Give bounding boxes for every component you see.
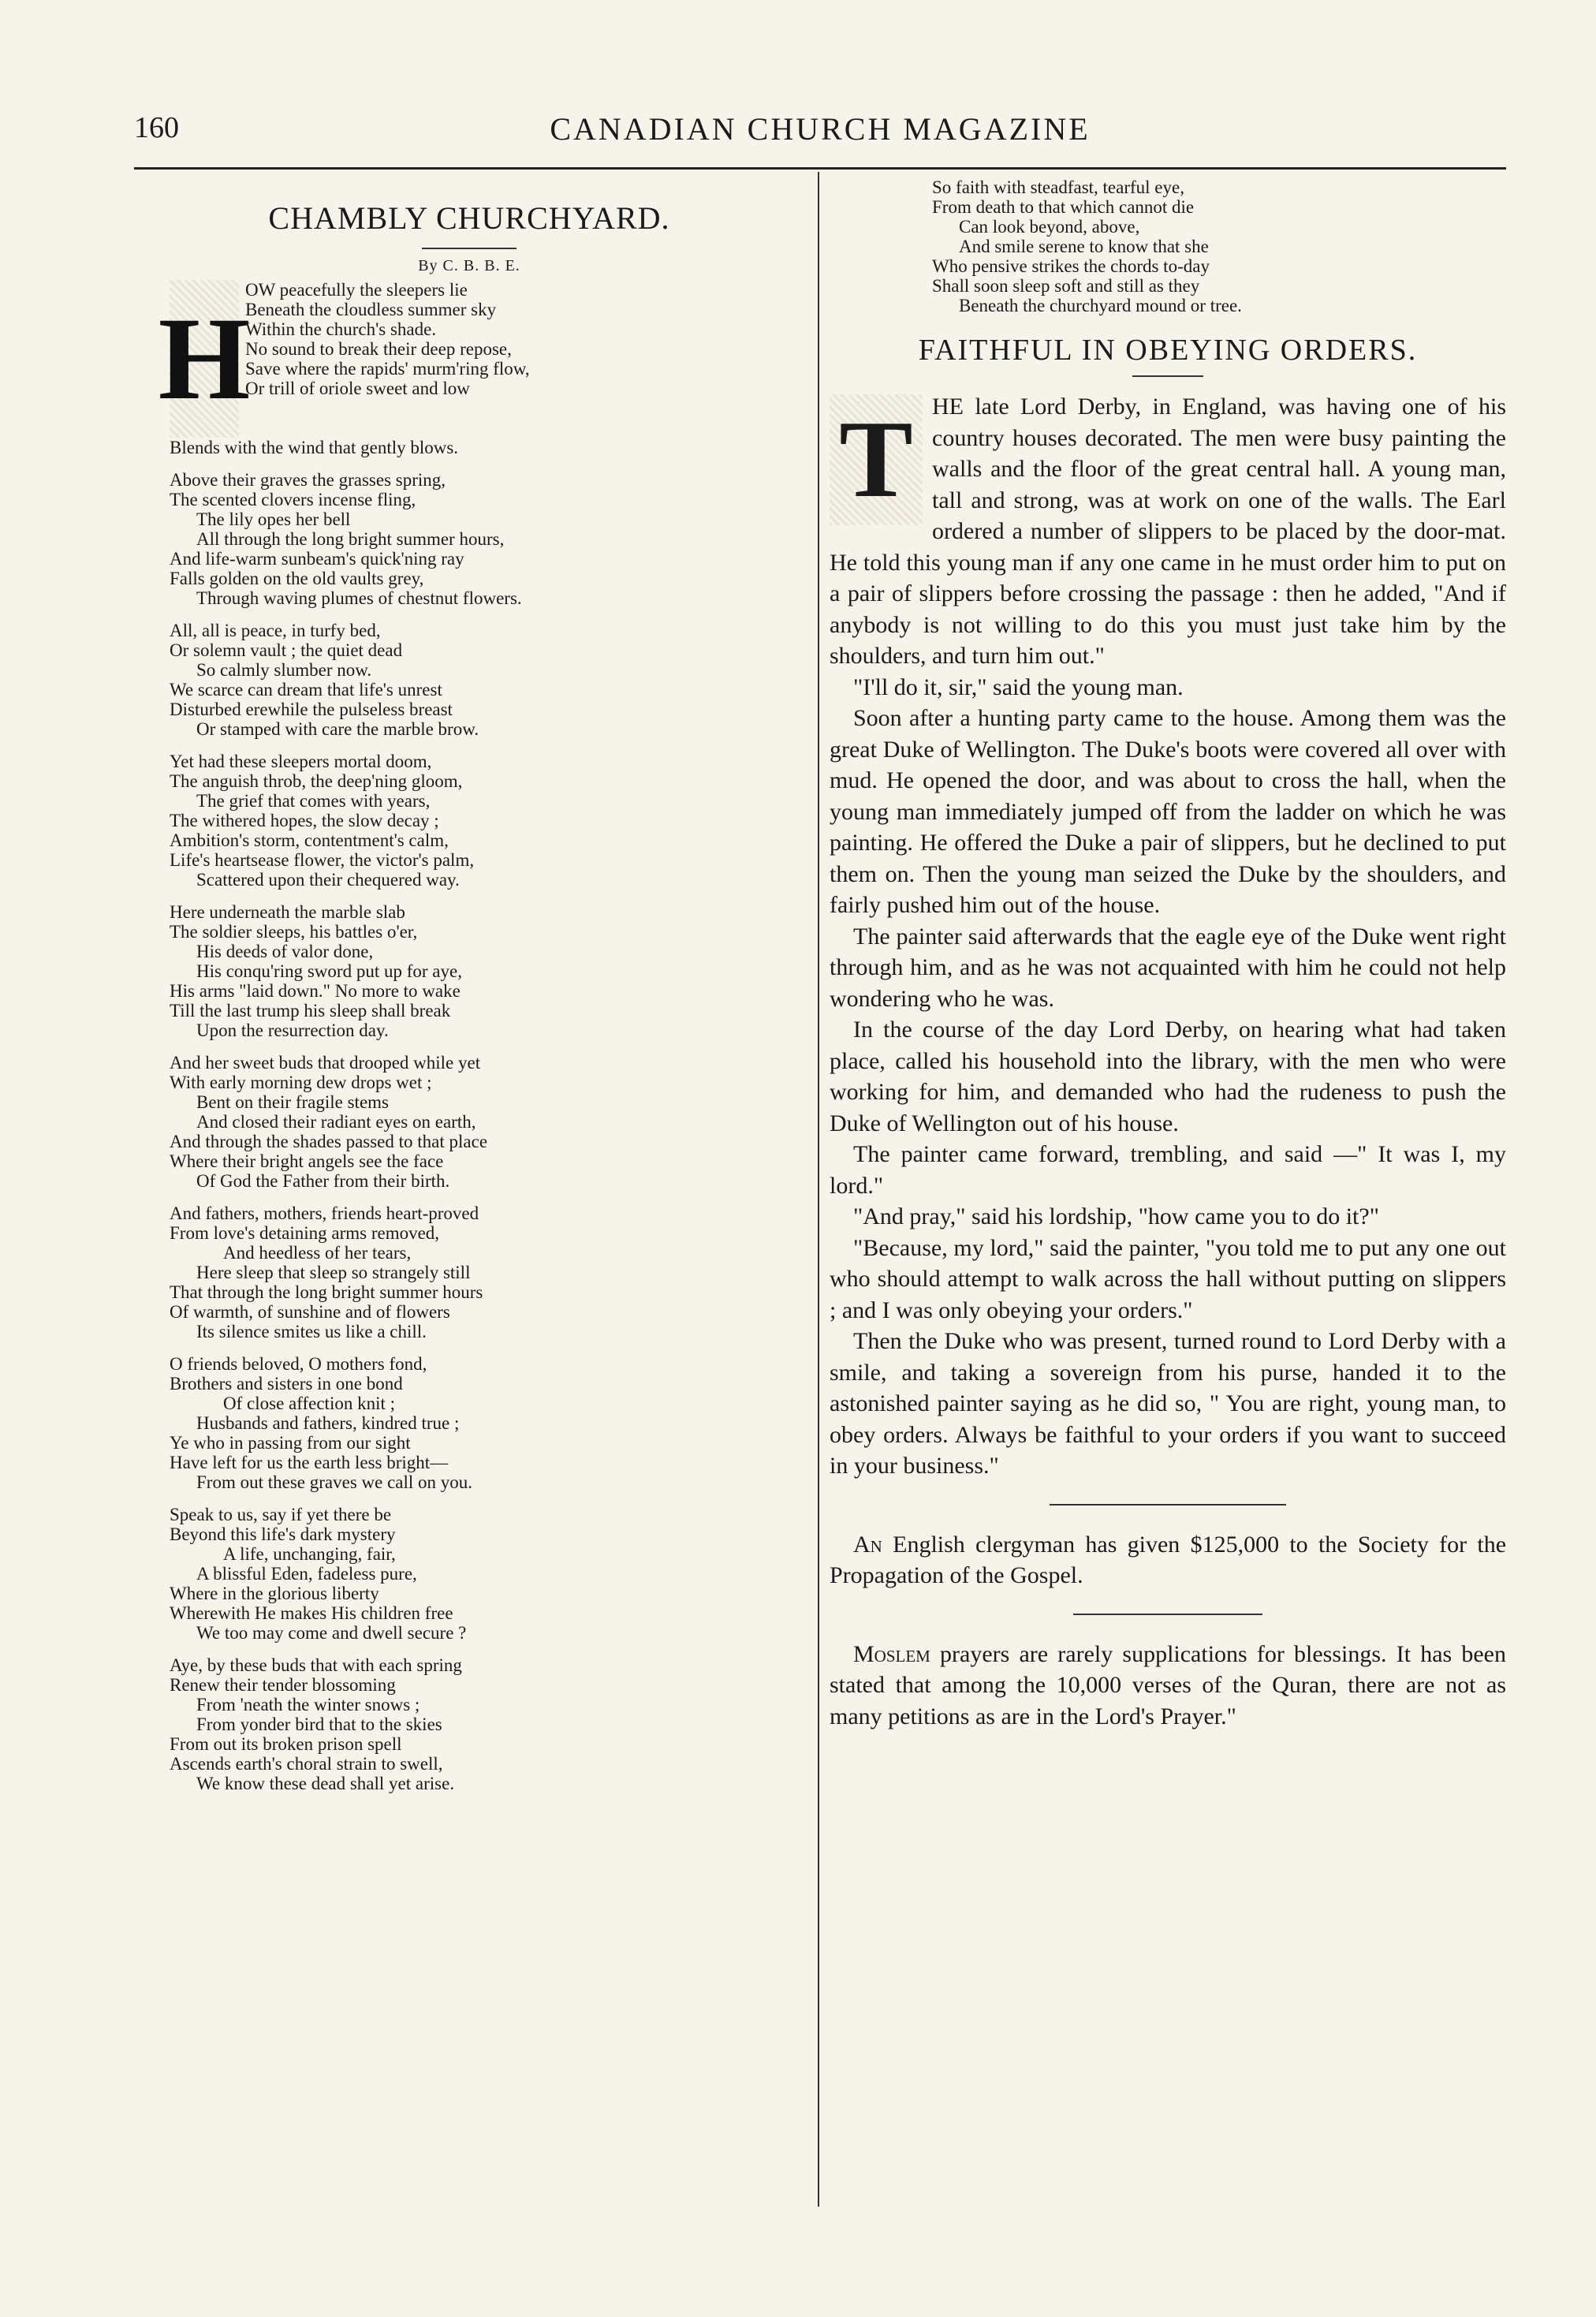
poem-line: His conqu'ring sword put up for aye, — [196, 961, 462, 981]
poem-line: Within the church's shade. — [245, 319, 437, 339]
poem-line: Till the last trump his sleep shall break — [170, 1001, 451, 1020]
poem-line: Renew their tender blossoming — [170, 1675, 396, 1695]
note-moslem — [830, 1639, 1506, 1733]
poem-line: Here sleep that sleep so strangely still — [196, 1263, 471, 1282]
poem-line: Have left for us the earth less bright— — [170, 1453, 449, 1472]
poem-line: Its silence smites us like a chill. — [196, 1322, 427, 1341]
poem-line: Beneath the cloudless summer sky — [245, 300, 497, 319]
right-column — [830, 177, 1506, 1732]
article-paragraph: The painter said afterwards that the eagle eye of the Duke went right through him, and as he was not acquainted with him he could not help wondering who he was. — [830, 923, 1506, 1012]
poem-stanza-4 — [170, 752, 769, 890]
note-text: English clergyman has given $125,000 to the Society for the Propagation of the Gospel. — [830, 1531, 1507, 1588]
left-column — [158, 177, 769, 1806]
article-paragraph: "I'll do it, sir," said the young man. — [853, 673, 1184, 700]
article-paragraph: HE late Lord Derby, in England, was having one of his country houses decorated. The men were busy painting the walls and the floor of the great central hall. A young man, tall and strong, was at work on one of the walls. The Earl ordered a number of slippers to be placed by the door-mat. He told this young man if any one came in he must order him to put on a pair of slippers before crossing the passage : then he added, "And if anybody is not willing to do this you must just take him by the shoulders, and turn him out." — [830, 394, 1506, 669]
poem-line: Ambition's storm, contentment's calm, — [170, 830, 449, 850]
note-lead: An — [853, 1531, 882, 1558]
poem-line: And closed their radiant eyes on earth, — [196, 1112, 476, 1132]
article-paragraph: "And pray," said his lordship, "how came you to do it?" — [853, 1203, 1379, 1229]
poem-line: Above their graves the grasses spring, — [170, 470, 446, 490]
poem-line: We know these dead shall yet arise. — [196, 1774, 455, 1793]
poem-line: And fathers, mothers, friends heart-proved — [170, 1203, 479, 1223]
poem-byline: By C. B. B. E. — [418, 257, 520, 274]
section-rule — [1050, 1504, 1286, 1505]
poem-stanza-6 — [170, 1053, 769, 1191]
poem-line: All through the long bright summer hours, — [196, 529, 505, 549]
poem-line: Blends with the wind that gently blows. — [170, 438, 459, 457]
poem-line: His deeds of valor done, — [196, 942, 374, 961]
poem-line: The grief that comes with years, — [196, 791, 431, 811]
poem-line: No sound to break their deep repose, — [245, 339, 512, 359]
poem-stanza-1 — [158, 280, 769, 457]
poem-line: The anguish throb, the deep'ning gloom, — [170, 771, 463, 791]
poem-line: Husbands and fathers, kindred true ; — [196, 1413, 460, 1433]
article-paragraph: "Because, my lord," said the painter, "you told me to put any one out who should attempt to walk across the hall without putting on slippers ; and I was only obeying your orders." — [830, 1234, 1506, 1323]
article-paragraph: Then the Duke who was present, turned round to Lord Derby with a smile, and taking a sovereign from his purse, handed it to the astonished painter saying as he did so, " You are right, young man, to obey orders. Always be faithful to your orders if you want to succeed in your business." — [830, 1328, 1506, 1479]
poem-line: Or solemn vault ; the quiet dead — [170, 640, 403, 660]
poem-line: Falls golden on the old vaults grey, — [170, 569, 424, 588]
note-clergyman — [830, 1529, 1506, 1591]
poem-line: With early morning dew drops wet ; — [170, 1073, 432, 1092]
poem-line: Beyond this life's dark mystery — [170, 1524, 396, 1544]
poem-line: So calmly slumber now. — [196, 660, 372, 680]
poem-line: Through waving plumes of chestnut flowers. — [196, 588, 522, 608]
poem-line: Where in the glorious liberty — [170, 1584, 379, 1603]
poem-line: And her sweet buds that drooped while yet — [170, 1053, 481, 1073]
poem-line: Beneath the churchyard mound or tree. — [959, 296, 1242, 315]
poem-line: So faith with steadfast, tearful eye, — [932, 177, 1184, 197]
poem-line: Or trill of oriole sweet and low — [245, 379, 470, 398]
article-body — [830, 391, 1506, 1482]
poem-line: The withered hopes, the slow decay ; — [170, 811, 439, 830]
poem-line: Wherewith He makes His children free — [170, 1603, 453, 1623]
poem-line: Can look beyond, above, — [959, 217, 1140, 237]
poem-line: From out these graves we call on you. — [196, 1472, 473, 1492]
section-rule — [1073, 1614, 1262, 1615]
poem-line: Upon the resurrection day. — [196, 1020, 389, 1040]
poem-dropcap: H — [170, 280, 239, 438]
article-title-rule — [1132, 375, 1203, 377]
poem-line: Ascends earth's choral strain to swell, — [170, 1754, 443, 1774]
poem-line: From yonder bird that to the skies — [196, 1714, 442, 1734]
poem-line: Ye who in passing from our sight — [170, 1433, 411, 1453]
page-header — [134, 110, 1506, 166]
title-rule — [422, 248, 516, 249]
poem-line: The scented clovers incense fling, — [170, 490, 416, 509]
article-paragraph: Soon after a hunting party came to the house. Among them was the great Duke of Wellington. The Duke's boots were covered all over with mud. He opened the door, and was about to cross the hall, when the young man immediately jumped off from the ladder on which he was painting. He offered the Duke a pair of slippers, but he declined to put them on. Then the young man seized the Duke by the shoulders, and fairly pushed him out of the house. — [830, 705, 1506, 918]
poem-line: Where their bright angels see the face — [170, 1151, 444, 1171]
poem-stanza-10 — [170, 1655, 769, 1793]
poem-line: O friends beloved, O mothers fond, — [170, 1354, 427, 1374]
poem-line: Disturbed erewhile the pulseless breast — [170, 700, 453, 719]
poem-line: Of God the Father from their birth. — [196, 1171, 450, 1191]
poem-line: And smile serene to know that she — [959, 237, 1209, 256]
article-dropcap: T — [830, 394, 923, 525]
poem-stanza-2 — [170, 470, 769, 608]
note-lead: Moslem — [853, 1640, 930, 1667]
poem-line: From 'neath the winter snows ; — [196, 1695, 420, 1714]
poem-line: And heedless of her tears, — [223, 1243, 412, 1263]
column-divider — [818, 172, 819, 2207]
poem-line: Shall soon sleep soft and still as they — [932, 276, 1200, 296]
page-number: 160 — [134, 111, 179, 144]
poem-line: We scarce can dream that life's unrest — [170, 680, 442, 700]
poem-stanza-5 — [170, 902, 769, 1040]
poem-line: And life-warm sunbeam's quick'ning ray — [170, 549, 464, 569]
magazine-title: CANADIAN CHURCH MAGAZINE — [550, 111, 1091, 147]
poem-stanza-8 — [170, 1354, 769, 1492]
poem-line: From death to that which cannot die — [932, 197, 1195, 217]
poem-stanza-3 — [170, 621, 769, 739]
article-paragraph: The painter came forward, trembling, and said —" It was I, my lord." — [830, 1141, 1506, 1199]
poem-line: A life, unchanging, fair, — [223, 1544, 396, 1564]
poem-line: Bent on their fragile stems — [196, 1092, 389, 1112]
poem-line: Life's heartsease flower, the victor's palm, — [170, 850, 475, 870]
note-text: prayers are rarely supplications for blessings. It has been stated that among the 10,000 verses of the Quran, there are not as many petitions as are in the Lord's Prayer." — [830, 1640, 1506, 1729]
poem-stanza-9 — [170, 1505, 769, 1643]
poem-line: Speak to us, say if yet there be — [170, 1505, 392, 1524]
poem-line: Here underneath the marble slab — [170, 902, 405, 922]
poem-line: Yet had these sleepers mortal doom, — [170, 752, 432, 771]
poem-line: Of close affection knit ; — [223, 1394, 396, 1413]
poem-line: A blissful Eden, fadeless pure, — [196, 1564, 417, 1584]
poem-line: The lily opes her bell — [196, 509, 351, 529]
poem-line: All, all is peace, in turfy bed, — [170, 621, 381, 640]
poem-line: And through the shades passed to that place — [170, 1132, 488, 1151]
poem-line: Or stamped with care the marble brow. — [196, 719, 479, 739]
poem-line: From love's detaining arms removed, — [170, 1223, 440, 1243]
article-title: FAITHFUL IN OBEYING ORDERS. — [918, 334, 1418, 367]
poem-line: That through the long bright summer hours — [170, 1282, 483, 1302]
poem-line: From out its broken prison spell — [170, 1734, 402, 1754]
header-rule — [134, 167, 1506, 170]
poem-line: We too may come and dwell secure ? — [196, 1623, 467, 1643]
poem-line: OW peacefully the sleepers lie — [245, 280, 468, 300]
poem-line: Save where the rapids' murm'ring flow, — [245, 359, 530, 379]
poem-line: His arms "laid down." No more to wake — [170, 981, 461, 1001]
poem-line: Who pensive strikes the chords to-day — [932, 256, 1210, 276]
poem-line: Of warmth, of sunshine and of flowers — [170, 1302, 450, 1322]
poem-line: Scattered upon their chequered way. — [196, 870, 460, 890]
article-paragraph: In the course of the day Lord Derby, on hearing what had taken place, called his household into the library, with the men who were working for him, and demanded who had the rudeness to push the Duke of Wellington out of his house. — [830, 1017, 1506, 1136]
poem-line: Brothers and sisters in one bond — [170, 1374, 403, 1394]
poem-stanza-11 — [830, 177, 1506, 315]
poem-title: CHAMBLY CHURCHYARD. — [268, 200, 670, 236]
poem-stanza-7 — [170, 1203, 769, 1341]
poem-line: Aye, by these buds that with each spring — [170, 1655, 462, 1675]
poem-line: The soldier sleeps, his battles o'er, — [170, 922, 418, 942]
